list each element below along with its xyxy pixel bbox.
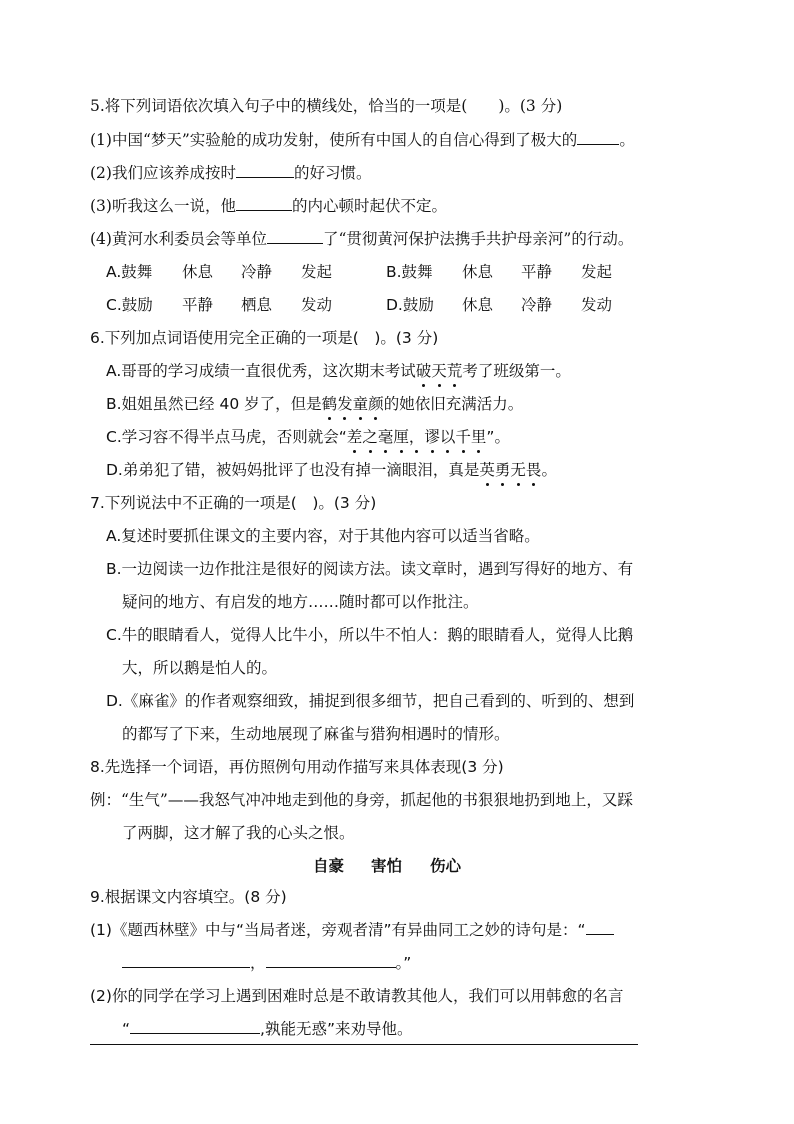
q9-item-2-cont — [122, 1019, 413, 1039]
dotted-char: 毫 — [377, 428, 394, 446]
dotted-char: 之 — [362, 428, 378, 446]
q8-example: 例：“生气”——我怒气冲冲地走到他的身旁，抓起他的书狠狠地扔到地上，又踩 — [90, 791, 633, 809]
answer-blank[interactable] — [267, 229, 323, 244]
answer-blank[interactable] — [577, 130, 619, 145]
q9-stem: 9.根据课文内容填空。(8 分) — [90, 888, 287, 906]
word-choice[interactable]: 害怕 — [371, 857, 403, 875]
option-word: D.鼓励 — [386, 296, 434, 314]
option-word: A.鼓舞 — [106, 263, 153, 281]
q5-s4-text: (4)黄河水利委员会等单位 — [90, 230, 267, 248]
q7-option-c[interactable]: C.牛的眼睛看人，觉得人比牛小，所以牛不怕人：鹅的眼睛看人，觉得人比鹅 — [106, 626, 634, 644]
dotted-char: 荒 — [446, 362, 463, 380]
dotted-char: 以 — [439, 428, 456, 446]
q6-option-d[interactable] — [106, 460, 557, 480]
dotted-char: 里 — [470, 428, 487, 446]
option-word: 休息 — [462, 296, 494, 314]
option-word: 平静 — [521, 263, 553, 281]
option-word: 栖息 — [241, 296, 273, 314]
horizontal-rule — [90, 1044, 638, 1045]
option-word: 冷静 — [521, 296, 553, 314]
q6-stem: 6.下列加点词语使用完全正确的一项是( )。(3 分) — [90, 329, 439, 347]
option-word: 平静 — [182, 296, 214, 314]
answer-blank[interactable] — [236, 196, 292, 211]
q9-item-1 — [90, 920, 614, 940]
option-word: 休息 — [462, 263, 494, 281]
q5-s3-end: 的内心顿时起伏不定。 — [291, 197, 447, 215]
dotted-char: 畏 — [525, 461, 542, 479]
answer-blank[interactable] — [586, 920, 614, 935]
q7-stem: 7.下列说法中不正确的一项是( )。(3 分) — [90, 494, 377, 512]
option-text: 。 — [541, 461, 557, 479]
q5-s1-end: 。 — [619, 131, 635, 149]
option-text: ”。 — [486, 428, 510, 446]
q7-option-b[interactable]: B.一边阅读一边作批注是很好的阅读方法。读文章时，遇到写得好的地方、有 — [106, 560, 634, 578]
dotted-char: ， — [408, 428, 425, 446]
word-choice[interactable]: 自豪 — [313, 857, 345, 875]
dotted-char: 无 — [510, 461, 526, 479]
option-word: 冷静 — [241, 263, 273, 281]
option-word: 休息 — [182, 263, 214, 281]
q8-example-cont: 了两脚，这才解了我的心头之恨。 — [122, 824, 355, 842]
q5-s1-text: (1)中国“梦天”实验舱的成功发射，使所有中国人的自信心得到了极大的 — [90, 131, 578, 149]
answer-blank[interactable] — [266, 953, 396, 968]
q9-item-2: (2)你的同学在学习上遇到困难时总是不敢请教其他人，我们可以用韩愈的名言 — [90, 987, 624, 1005]
q7-option-b-cont: 疑问的地方、有启发的地方……随时都可以作批注。 — [122, 593, 479, 611]
word-choice[interactable]: 伤心 — [430, 857, 462, 875]
q5-stem: 5.将下列词语依次填入句子中的横线处，恰当的一项是( )。(3 分) — [90, 97, 563, 115]
q5-sentence-3 — [90, 196, 447, 216]
option-word: 发动 — [301, 296, 333, 314]
q9-s1-text: (1)《题西林壁》中与“当局者迷，旁观者清”有异曲同工之妙的诗句是：“ — [90, 921, 586, 939]
q5-sentence-4 — [90, 229, 633, 249]
q6-option-b[interactable] — [106, 394, 523, 414]
option-text: B.姐姐虽然已经 40 岁了，但是 — [106, 395, 322, 413]
option-word: 发起 — [581, 263, 613, 281]
option-word: 发起 — [301, 263, 333, 281]
q6-option-a[interactable] — [106, 361, 571, 381]
q7-option-c-cont: 大，所以鹅是怕人的。 — [122, 659, 278, 677]
q9-comma: ， — [250, 954, 266, 972]
q5-s2-end: 的好习惯。 — [293, 164, 372, 182]
answer-blank[interactable] — [122, 953, 250, 968]
dotted-char: 破 — [415, 362, 432, 380]
q5-s4-end: 了“贯彻黄河保护法携手共护母亲河”的行动。 — [322, 230, 634, 248]
option-word: B.鼓舞 — [386, 263, 433, 281]
dotted-char: 差 — [346, 428, 363, 446]
q7-option-d[interactable]: D.《麻雀》的作者观察细致，捕捉到很多细节，把自己看到的、听到的、想到 — [106, 692, 635, 710]
dotted-char: 谬 — [424, 428, 440, 446]
q7-option-a[interactable]: A.复述时要抓住课文的主要内容，对于其他内容可以适当省略。 — [106, 527, 540, 545]
dotted-char: 千 — [455, 428, 471, 446]
q7-option-d-cont: 的都写了下来，生动地展现了麻雀与猎狗相遇时的情形。 — [122, 725, 510, 743]
q9-item-1-cont — [122, 953, 411, 973]
q5-s2-text: (2)我们应该养成按时 — [90, 164, 236, 182]
dotted-char: 厘 — [393, 428, 409, 446]
option-text: C.学习容不得半点马虎，否则就会“ — [106, 428, 347, 446]
q9-open-quote: “ — [122, 1020, 131, 1038]
q5-s3-text: (3)听我这么一说，他 — [90, 197, 236, 215]
dotted-char: 英 — [479, 461, 495, 479]
q5-sentence-2 — [90, 163, 371, 183]
dotted-char: 勇 — [494, 461, 511, 479]
option-text: 的她依旧充满活力。 — [383, 395, 524, 413]
option-text: 考了班级第一。 — [462, 362, 571, 380]
answer-blank[interactable] — [236, 163, 294, 178]
option-text: A.哥哥的学习成绩一直很优秀，这次期末考试 — [106, 362, 416, 380]
dotted-char: 颜 — [368, 395, 384, 413]
dotted-char: 天 — [431, 362, 447, 380]
q8-stem: 8.先选择一个词语，再仿照例句用动作描写来具体表现(3 分) — [90, 758, 504, 776]
q5-sentence-1 — [90, 130, 635, 150]
dotted-char: 鹤 — [321, 395, 338, 413]
answer-blank[interactable] — [130, 1019, 260, 1034]
dotted-char: 童 — [352, 395, 369, 413]
q9-s2-end: ,孰能无惑”来劝导他。 — [260, 1020, 413, 1038]
option-text: D.弟弟犯了错，被妈妈批评了也没有掉一滴眼泪，真是 — [106, 461, 480, 479]
option-word: 发动 — [581, 296, 613, 314]
option-word: C.鼓励 — [106, 296, 153, 314]
dotted-char: 发 — [337, 395, 353, 413]
q6-option-c[interactable] — [106, 427, 510, 447]
q9-s1-end: 。” — [395, 954, 412, 972]
